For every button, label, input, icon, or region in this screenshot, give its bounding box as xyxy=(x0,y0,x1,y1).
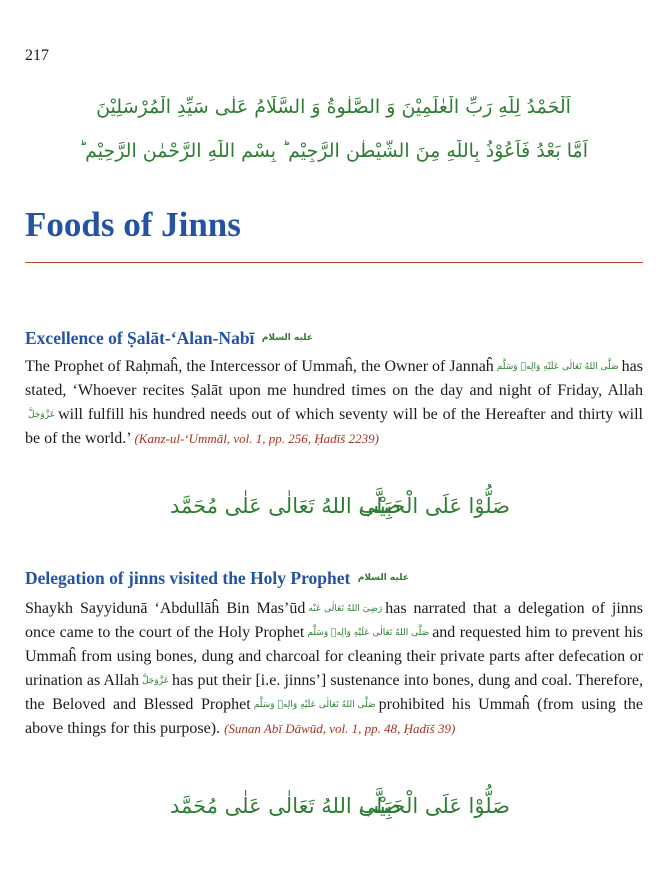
paragraph-text: will fulfill his hundred needs out of which seventy will be of the Hereafter and thirty will be of the world.’ xyxy=(25,406,643,447)
opening-praise-line: اَلْحَمْدُ لِلّٰهِ رَبِّ الْعٰلَمِيْنَ وَ الصَّلٰوةُ وَ السَّلَامُ عَلٰى سَيِّدِ الْمُرْسَلِيْنَ xyxy=(96,96,571,118)
alayhis-salam-honorific: عليه السلام xyxy=(357,573,409,583)
section-heading-delegation xyxy=(25,568,412,589)
paragraph-text: and requested him to prevent his Ummaĥ from using bones, dung and charcoal for cleaning their private parts after defecation or urination as Allah xyxy=(25,624,644,689)
sallu-alal-habib: صَلُّوْا عَلَى الْحَبِيْب xyxy=(359,494,510,518)
paragraph-text: The Prophet of Raḥmaĥ, the Intercessor of Ummaĥ, the Owner of Jannaĥ xyxy=(25,358,494,375)
section-paragraph-delegation xyxy=(25,597,643,741)
section-heading-excellence xyxy=(25,328,316,349)
paragraph-text: has put their [i.e. jinns’] sustenance into bones, dung and coal. Therefore, the Beloved and Blessed Prophet xyxy=(25,672,643,713)
heading-text: Excellence of Ṣalāt-‘Alan-Nabī xyxy=(25,328,255,348)
page-title: Foods of Jinns xyxy=(25,205,241,244)
azza-wa-jal-honorific: عَزَّوَجَلَّ xyxy=(141,676,170,686)
section-paragraph-excellence xyxy=(25,355,643,451)
title-divider xyxy=(25,262,643,263)
sallallahu-honorific: صَلَّى اللهُ تَعَالٰى عَلَيْهِ وَالِهٖ وَسَلَّم xyxy=(253,700,376,710)
page-number: 217 xyxy=(25,47,49,64)
radiyallahu-honorific: رَضِىَ اللهُ تَعَالٰى عَنْه xyxy=(308,604,383,614)
salat-ala-muhammad: صَلَّى اللهُ تَعَالٰى عَلٰى مُحَمَّد xyxy=(170,794,401,818)
salat-ala-muhammad: صَلَّى اللهُ تَعَالٰى عَلٰى مُحَمَّد xyxy=(170,494,401,518)
sallu-alal-habib: صَلُّوْا عَلَى الْحَبِيْب xyxy=(359,794,510,818)
azza-wa-jal-honorific: عَزَّوَجَلَّ xyxy=(28,410,56,420)
citation: (Kanz-ul-‘Ummāl, vol. 1, pp. 256, Ḥadīš 2239) xyxy=(134,431,379,446)
sallallahu-honorific: صَلَّى اللهُ تَعَالٰى عَلَيْهِ وَالِهٖ وَسَلَّم xyxy=(496,362,619,372)
paragraph-text: prohibited his Ummaĥ (from using the above things for this purpose). xyxy=(25,696,644,737)
paragraph-text: has narrated that a delegation of jinns once came to the court of the Holy Prophet xyxy=(25,600,644,641)
sallallahu-honorific: صَلَّى اللهُ تَعَالٰى عَلَيْهِ وَالِهٖ وَسَلَّم xyxy=(307,628,430,638)
salat-line xyxy=(140,790,530,830)
salat-line xyxy=(140,490,530,530)
paragraph-text: Shaykh Sayyidunā ‘Abdullāĥ Bin Mas’ūd xyxy=(25,600,306,617)
heading-text: Delegation of jinns visited the Holy Prophet xyxy=(25,568,351,588)
opening-basmalah-line: اَمَّا بَعْدُ فَاَعُوْذُ بِاللّٰهِ مِنَ الشَّيْطٰنِ الرَّجِيْمِ ؕ بِسْمِ اللّٰهِ الرَّحْمٰنِ الرَّحِيْمِ ؕ xyxy=(79,140,588,162)
citation: (Sunan Abī Dāwūd, vol. 1, pp. 48, Ḥadīš 39) xyxy=(224,721,456,736)
paragraph-text: has stated, ‘Whoever recites Ṣalāt upon me hundred times on the day and night of Friday, Allah xyxy=(25,358,643,399)
alayhis-salam-honorific: عليه السلام xyxy=(261,333,313,343)
